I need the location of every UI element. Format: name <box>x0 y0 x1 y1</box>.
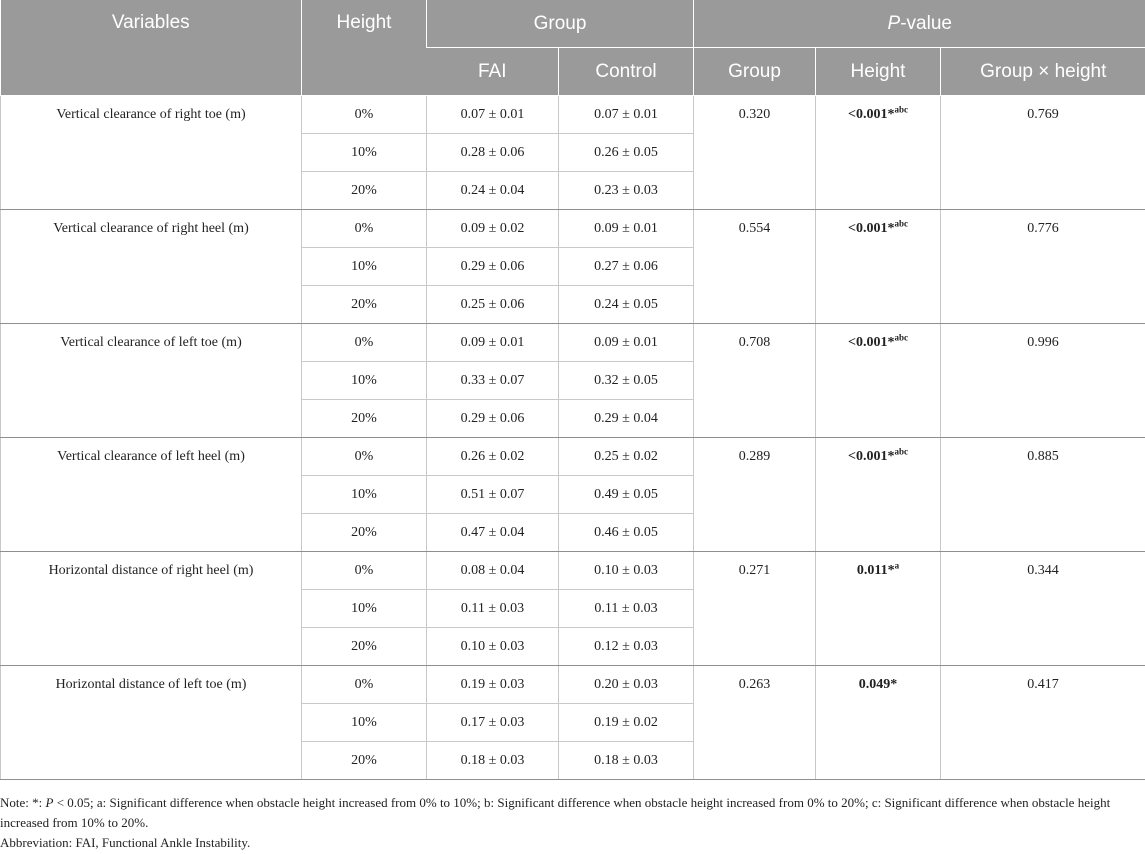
height-level-cell: 20% <box>302 286 427 324</box>
header-variables: Variables <box>1 0 302 96</box>
control-value-cell: 0.26 ± 0.05 <box>559 134 694 172</box>
p-group-cell: 0.554 <box>694 210 816 324</box>
control-value-cell: 0.29 ± 0.04 <box>559 400 694 438</box>
p-height-value: <0.001* <box>848 107 895 122</box>
control-value-cell: 0.09 ± 0.01 <box>559 210 694 248</box>
p-height-superscript: a <box>894 560 900 571</box>
header-pvalue-p: P <box>887 12 901 34</box>
height-level-cell: 10% <box>302 248 427 286</box>
fai-value-cell: 0.33 ± 0.07 <box>427 362 559 400</box>
p-height-value: 0.011* <box>856 563 895 578</box>
fai-value-cell: 0.29 ± 0.06 <box>427 248 559 286</box>
variable-cell: Horizontal distance of left toe (m) <box>1 666 302 780</box>
header-group: Group <box>427 0 694 48</box>
fai-value-cell: 0.26 ± 0.02 <box>427 438 559 476</box>
header-p-group: Group <box>694 48 816 96</box>
table-row <box>1 324 1145 362</box>
fai-value-cell: 0.18 ± 0.03 <box>427 742 559 780</box>
fai-value-cell: 0.28 ± 0.06 <box>427 134 559 172</box>
control-value-cell: 0.46 ± 0.05 <box>559 514 694 552</box>
control-value-cell: 0.25 ± 0.02 <box>559 438 694 476</box>
header-pvalue-rest: -value <box>900 12 952 34</box>
control-value-cell: 0.27 ± 0.06 <box>559 248 694 286</box>
control-value-cell: 0.11 ± 0.03 <box>559 590 694 628</box>
height-level-cell: 10% <box>302 476 427 514</box>
abbreviation-line: Abbreviation: FAI, Functional Ankle Instability. <box>0 835 251 850</box>
header-control: Control <box>559 48 694 96</box>
p-height-superscript: abc <box>894 332 908 343</box>
header-p-interaction: Group × height <box>941 48 1145 96</box>
p-interaction-cell: 0.417 <box>941 666 1145 780</box>
note-prefix: Note: *: <box>0 795 46 810</box>
p-height-superscript: abc <box>894 446 908 457</box>
control-value-cell: 0.20 ± 0.03 <box>559 666 694 704</box>
height-level-cell: 10% <box>302 134 427 172</box>
variable-cell: Vertical clearance of right toe (m) <box>1 96 302 210</box>
header-p-height: Height <box>816 48 941 96</box>
p-height-value: <0.001* <box>848 449 895 464</box>
table-row <box>1 210 1145 248</box>
fai-value-cell: 0.25 ± 0.06 <box>427 286 559 324</box>
table-row <box>1 96 1145 134</box>
control-value-cell: 0.24 ± 0.05 <box>559 286 694 324</box>
p-height-value: <0.001* <box>848 335 895 350</box>
height-level-cell: 0% <box>302 96 427 134</box>
p-interaction-cell: 0.344 <box>941 552 1145 666</box>
p-height-cell <box>816 438 941 552</box>
p-height-superscript: abc <box>894 218 908 229</box>
height-level-cell: 20% <box>302 400 427 438</box>
table-body <box>1 96 1145 780</box>
p-height-value: 0.049* <box>858 677 898 692</box>
control-value-cell: 0.12 ± 0.03 <box>559 628 694 666</box>
p-group-cell: 0.263 <box>694 666 816 780</box>
fai-value-cell: 0.09 ± 0.02 <box>427 210 559 248</box>
p-height-cell <box>816 324 941 438</box>
table-row <box>1 438 1145 476</box>
control-value-cell: 0.32 ± 0.05 <box>559 362 694 400</box>
fai-value-cell: 0.51 ± 0.07 <box>427 476 559 514</box>
height-level-cell: 0% <box>302 438 427 476</box>
height-level-cell: 20% <box>302 172 427 210</box>
p-group-cell: 0.320 <box>694 96 816 210</box>
p-height-cell <box>816 96 941 210</box>
height-level-cell: 20% <box>302 628 427 666</box>
fai-value-cell: 0.24 ± 0.04 <box>427 172 559 210</box>
control-value-cell: 0.09 ± 0.01 <box>559 324 694 362</box>
control-value-cell: 0.07 ± 0.01 <box>559 96 694 134</box>
fai-value-cell: 0.19 ± 0.03 <box>427 666 559 704</box>
p-height-cell <box>816 666 941 780</box>
p-group-cell: 0.271 <box>694 552 816 666</box>
control-value-cell: 0.49 ± 0.05 <box>559 476 694 514</box>
fai-value-cell: 0.09 ± 0.01 <box>427 324 559 362</box>
p-interaction-cell: 0.776 <box>941 210 1145 324</box>
variable-cell: Vertical clearance of left heel (m) <box>1 438 302 552</box>
control-value-cell: 0.23 ± 0.03 <box>559 172 694 210</box>
note-text: < 0.05; a: Significant difference when obstacle height increased from 0% to 10%; b: Significant difference when obstacle height increased from 0% to 20%; c: Significant difference when obstacle height increased from 10% to 20%. <box>0 795 1111 830</box>
p-interaction-cell: 0.885 <box>941 438 1145 552</box>
p-height-cell <box>816 552 941 666</box>
fai-value-cell: 0.47 ± 0.04 <box>427 514 559 552</box>
p-interaction-cell: 0.769 <box>941 96 1145 210</box>
fai-value-cell: 0.17 ± 0.03 <box>427 704 559 742</box>
header-height: Height <box>302 0 427 96</box>
fai-value-cell: 0.29 ± 0.06 <box>427 400 559 438</box>
header-fai: FAI <box>427 48 559 96</box>
p-height-value: <0.001* <box>848 221 895 236</box>
p-interaction-cell: 0.996 <box>941 324 1145 438</box>
height-level-cell: 0% <box>302 666 427 704</box>
variable-cell: Vertical clearance of right heel (m) <box>1 210 302 324</box>
table-notes <box>0 793 1140 853</box>
p-height-cell <box>816 210 941 324</box>
p-group-cell: 0.708 <box>694 324 816 438</box>
control-value-cell: 0.18 ± 0.03 <box>559 742 694 780</box>
height-level-cell: 20% <box>302 742 427 780</box>
fai-value-cell: 0.11 ± 0.03 <box>427 590 559 628</box>
note-p: P <box>45 795 54 810</box>
fai-value-cell: 0.08 ± 0.04 <box>427 552 559 590</box>
table-row <box>1 552 1145 590</box>
height-level-cell: 20% <box>302 514 427 552</box>
control-value-cell: 0.10 ± 0.03 <box>559 552 694 590</box>
p-height-superscript: abc <box>894 104 908 115</box>
variable-cell: Horizontal distance of right heel (m) <box>1 552 302 666</box>
height-level-cell: 10% <box>302 704 427 742</box>
fai-value-cell: 0.07 ± 0.01 <box>427 96 559 134</box>
header-pvalue <box>694 0 1145 48</box>
p-group-cell: 0.289 <box>694 438 816 552</box>
table-header <box>1 0 1145 96</box>
height-level-cell: 10% <box>302 590 427 628</box>
note-line <box>0 793 1140 833</box>
fai-value-cell: 0.10 ± 0.03 <box>427 628 559 666</box>
height-level-cell: 10% <box>302 362 427 400</box>
height-level-cell: 0% <box>302 210 427 248</box>
table-row <box>1 666 1145 704</box>
height-level-cell: 0% <box>302 552 427 590</box>
variable-cell: Vertical clearance of left toe (m) <box>1 324 302 438</box>
height-level-cell: 0% <box>302 324 427 362</box>
control-value-cell: 0.19 ± 0.02 <box>559 704 694 742</box>
